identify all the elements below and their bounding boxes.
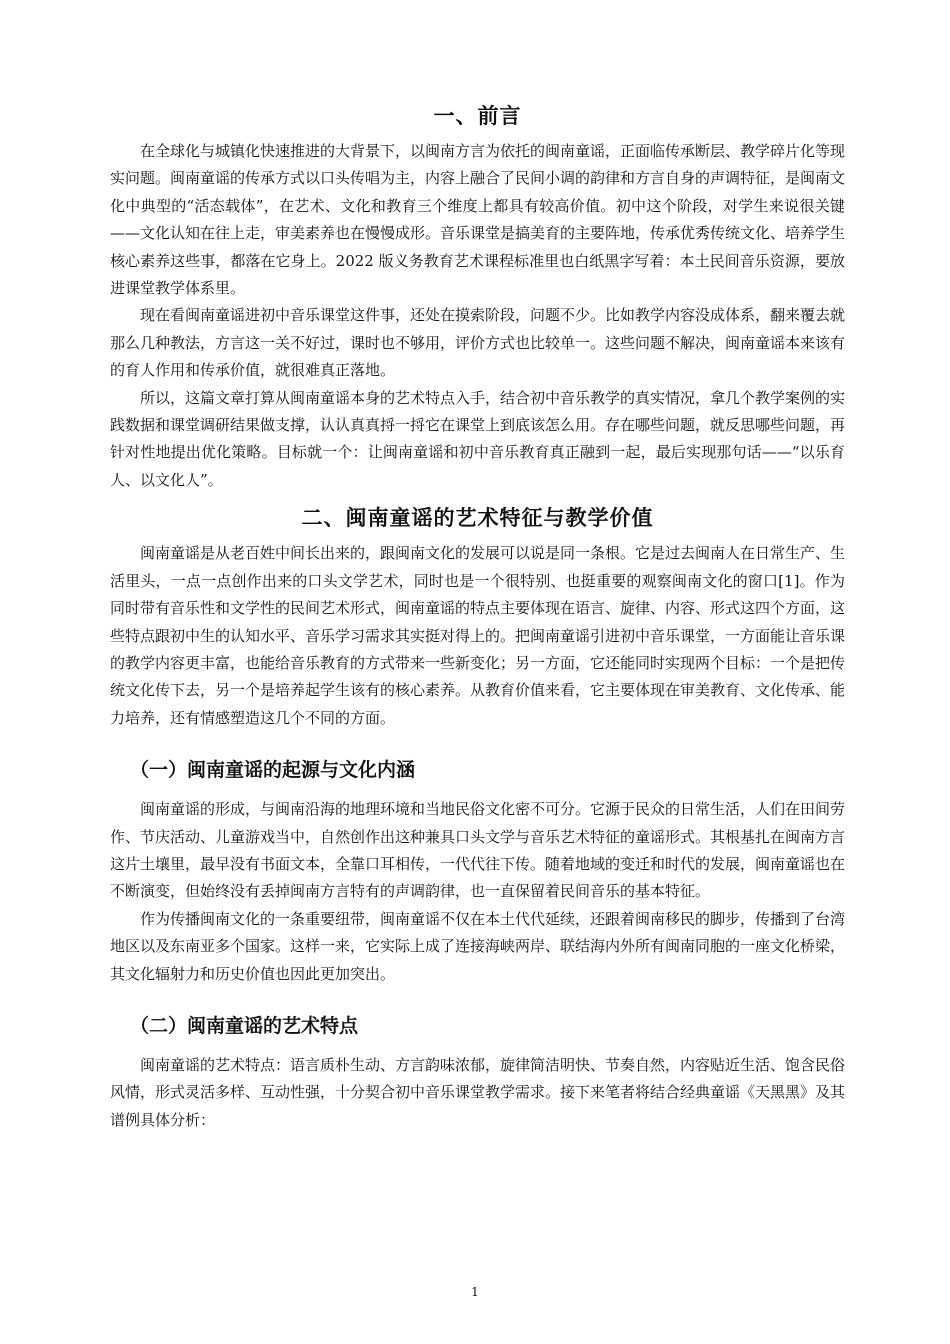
section-1-paragraph-2: 现在看闽南童谣进初中音乐课堂这件事，还处在摸索阶段，问题不少。比如教学内容没成体系，翻来覆去就那么几种教法，方言这一关不好过，课时也不够用，评价方式也比较单一。这些问题不解决，闽南童谣本来该有的育人作用和传承价值，就很难真正落地。: [110, 306, 846, 380]
section-2-intro-paragraph: 闽南童谣是从老百姓中间长出来的，跟闽南文化的发展可以说是同一条根。它是过去闽南人在日常生产、生活里头，一点一点创作出来的口头文学艺术，同时也是一个很特别、也挺重要的观察闽南文化的窗口[1]。作为同时带有音乐性和文学性的民间艺术形式，闽南童谣的特点主要体现在语言、旋律、内容、形式这四个方面，这些特点跟初中生的认知水平、音乐学习需求其实挺对得上的。把闽南童谣引进初中音乐课堂，一方面能让音乐课的教学内容更丰富，也能给音乐教育的方式带来一些新变化；另一方面，它还能同时实现两个目标：一个是把传统文化传下去，另一个是培养起学生该有的核心素养。从教育价值来看，它主要体现在审美教育、文化传承、能力培养，还有情感塑造这几个不同的方面。: [110, 544, 846, 727]
section-2-heading: 二、闽南童谣的艺术特征与教学价值: [301, 506, 654, 531]
section-1-paragraph-3: 所以，这篇文章打算从闽南童谣本身的艺术特点入手，结合初中音乐教学的真实情况，拿几个教学案例的实践数据和课堂调研结果做支撑，认认真真捋一捋它在课堂上到底该怎么用。存在哪些问题，就反思哪些问题，再针对性地提出优化策略。目标就一个：让闽南童谣和初中音乐教育真正融到一起，最后实现那句话——“以乐育人、以文化人”。: [110, 388, 846, 489]
section-1-paragraph-1: 在全球化与城镇化快速推进的大背景下，以闽南方言为依托的闽南童谣，正面临传承断层、教学碎片化等现实问题。闽南童谣的传承方式以口头传唱为主，内容上融合了民间小调的韵律和方言自身的声调特征，是闽南文化中典型的“活态载体”，在艺术、文化和教育三个维度上都具有较高价值。初中这个阶段，对学生来说很关键——文化认知在往上走，审美素养也在慢慢成形。音乐课堂是搞美育的主要阵地，传承优秀传统文化、培养学生核心素养这些事，都落在它身上。2022 版义务教育艺术课程标准里也白纸黑字写着：本土民间音乐资源，要放进课堂教学体系里。: [110, 142, 846, 298]
section-1-heading: 一、前言: [433, 104, 522, 128]
subsection-1-paragraph-2: 作为传播闽南文化的一条重要纽带，闽南童谣不仅在本土代代延续，还跟着闽南移民的脚步，传播到了台湾地区以及东南亚多个国家。这样一来，它实际上成了连接海峡两岸、联结海内外所有闽南同胞的一座文化桥梁，其文化辐射力和历史价值也因此更加突出。: [110, 909, 846, 983]
page-number: 1: [471, 1285, 479, 1299]
subsection-1-heading: （一）闽南童谣的起源与文化内涵: [130, 759, 416, 782]
subsection-2-heading: （二）闽南童谣的艺术特点: [130, 1014, 359, 1037]
document-page: [110, 98, 845, 1134]
subsection-1-paragraph-1: 闽南童谣的形成，与闽南沿海的地理环境和当地民俗文化密不可分。它源于民众的日常生活，人们在田间劳作、节庆活动、儿童游戏当中，自然创作出这种兼具口头文学与音乐艺术特征的童谣形式。其根基扎在闽南方言这片土壤里，最早没有书面文本，全靠口耳相传，一代代往下传。随着地域的变迁和时代的发展，闽南童谣也在不断演变，但始终没有丢掉闽南方言特有的声调韵律，也一直保留着民间音乐的基本特征。: [110, 800, 846, 901]
subsection-2-paragraph-1: 闽南童谣的艺术特点：语言质朴生动、方言韵味浓郁，旋律简洁明快、节奏自然，内容贴近生活、饱含民俗风情，形式灵活多样、互动性强，十分契合初中音乐课堂教学需求。接下来笔者将结合经典童谣《天黑黑》及其谱例具体分析：: [110, 1055, 846, 1129]
